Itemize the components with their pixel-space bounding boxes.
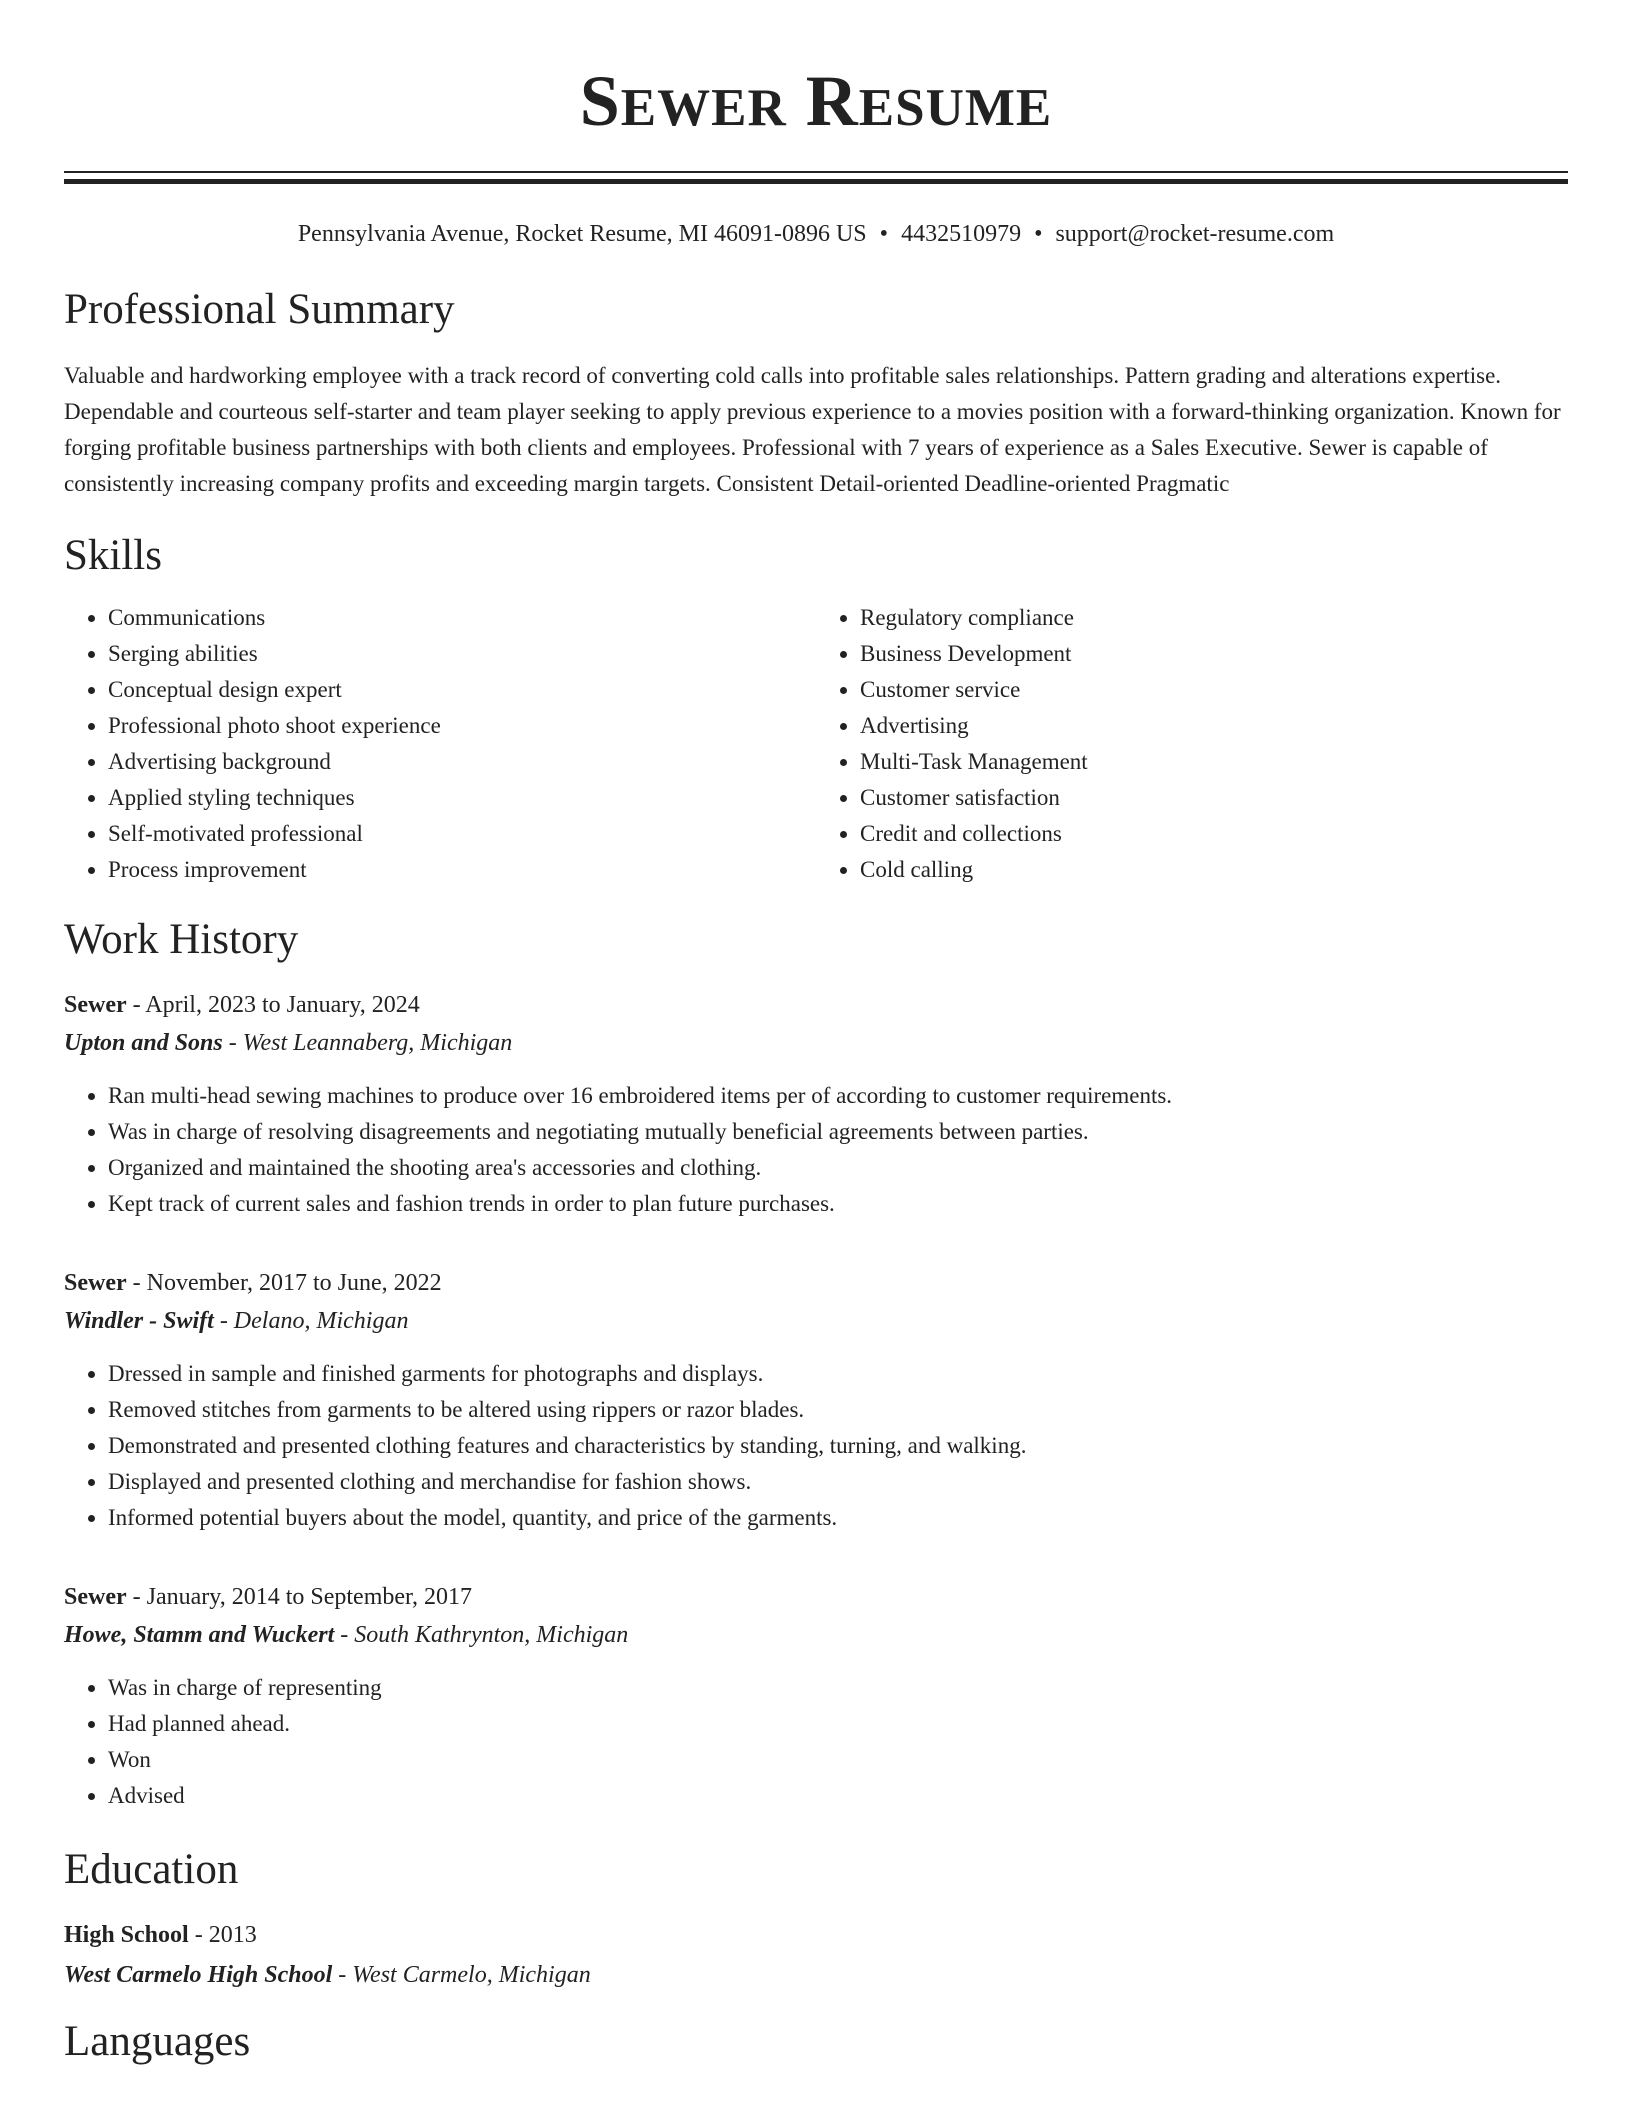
- languages-heading: Languages: [64, 2018, 251, 2065]
- education-degree: High School: [64, 1922, 189, 1948]
- job-duty: • Won: [108, 1742, 1568, 1778]
- education-heading: Education: [64, 1846, 239, 1893]
- contact-line: [64, 218, 1568, 250]
- skill-item: • Customer satisfaction: [860, 780, 1568, 816]
- job-company: Howe, Stamm and Wuckert: [64, 1622, 335, 1648]
- title-first-rest: EWER: [620, 79, 787, 137]
- skill-item: • Conceptual design expert: [108, 672, 816, 708]
- skill-item: • Multi-Task Management: [860, 744, 1568, 780]
- skills-columns: [64, 600, 1568, 888]
- contact-email: support@rocket-resume.com: [1055, 221, 1335, 247]
- work-history-heading: Work History: [64, 916, 299, 963]
- job-title: Sewer: [64, 1584, 127, 1610]
- skill-item: • Serging abilities: [108, 636, 816, 672]
- contact-separator: •: [1034, 221, 1043, 247]
- skill-item: • Business Development: [860, 636, 1568, 672]
- job-duty: • Removed stitches from garments to be altered using rippers or razor blades.: [108, 1392, 1568, 1428]
- job-duty: • Had planned ahead.: [108, 1706, 1568, 1742]
- job-duty: • Informed potential buyers about the model, quantity, and price of the garments.: [108, 1500, 1568, 1536]
- job-company: Upton and Sons: [64, 1030, 223, 1056]
- education-school: West Carmelo High School: [64, 1962, 333, 1988]
- title-second-cap: R: [805, 61, 859, 141]
- job-duties-list: [64, 1356, 1568, 1536]
- summary-text: Valuable and hardworking employee with a track record of converting cold calls into profitable sales relationships. Pattern grading and alterations expertise. Dependable and courteous self-starter and team player seeking to apply previous experience to a movies position with a forward-thinking organization. Known for forging profitable business partnerships with both clients and employees. Professional with 7 years of experience as a Sales Executive. Sewer is capable of consistently increasing company profits and exceeding margin targets. Consistent Detail-oriented Deadline-oriented Pragmatic: [64, 363, 1561, 496]
- title-second-rest: ESUME: [858, 79, 1053, 137]
- skill-item: • Process improvement: [108, 852, 816, 888]
- job-title: Sewer: [64, 1270, 127, 1296]
- skill-item: • Advertising background: [108, 744, 816, 780]
- job-duty: • Ran multi-head sewing machines to produce over 16 embroidered items per of according to customer requirements.: [108, 1078, 1568, 1114]
- education-school-line: [64, 1958, 1568, 1992]
- job-location: - Delano, Michigan: [213, 1308, 409, 1334]
- job-dates: - January, 2014 to September, 2017: [126, 1584, 473, 1610]
- title-divider: [64, 171, 1568, 184]
- job-duty: • Organized and maintained the shooting area's accessories and clothing.: [108, 1150, 1568, 1186]
- job-dates: - November, 2017 to June, 2022: [126, 1270, 442, 1296]
- skills-left-list: [64, 600, 816, 888]
- job-duty: • Was in charge of resolving disagreements and negotiating mutually beneficial agreements between parties.: [108, 1114, 1568, 1150]
- skill-item: • Customer service: [860, 672, 1568, 708]
- education-entry: [64, 1918, 1568, 1992]
- job-entry: [64, 988, 1568, 1222]
- skill-item: • Self-motivated professional: [108, 816, 816, 852]
- contact-phone: 4432510979: [901, 221, 1022, 247]
- skill-item: • Cold calling: [860, 852, 1568, 888]
- job-location: - South Kathrynton, Michigan: [334, 1622, 629, 1648]
- skill-item: • Advertising: [860, 708, 1568, 744]
- skills-heading: Skills: [64, 532, 162, 579]
- job-company: Windler - Swift: [64, 1308, 214, 1334]
- job-duties-list: [64, 1670, 1568, 1814]
- job-duty: • Demonstrated and presented clothing features and characteristics by standing, turning, and walking.: [108, 1428, 1568, 1464]
- summary-heading: Professional Summary: [64, 286, 455, 333]
- job-company-line: [64, 1026, 1568, 1060]
- skills-right-list: [816, 600, 1568, 888]
- job-title-line: [64, 1266, 1568, 1300]
- job-entry: [64, 1266, 1568, 1536]
- title-first-cap: S: [579, 61, 621, 141]
- job-title-line: [64, 988, 1568, 1022]
- education-location: - West Carmelo, Michigan: [332, 1962, 591, 1988]
- skill-item: • Communications: [108, 600, 816, 636]
- job-company-line: [64, 1618, 1568, 1652]
- divider-thick-line: [64, 179, 1568, 184]
- job-location: - West Leannaberg, Michigan: [222, 1030, 513, 1056]
- contact-address: Pennsylvania Avenue, Rocket Resume, MI 46091-0896 US: [297, 221, 867, 247]
- skill-item: • Regulatory compliance: [860, 600, 1568, 636]
- job-duty: • Advised: [108, 1778, 1568, 1814]
- job-duty: • Kept track of current sales and fashion trends in order to plan future purchases.: [108, 1186, 1568, 1222]
- education-degree-line: [64, 1918, 1568, 1952]
- job-title-line: [64, 1580, 1568, 1614]
- job-duty: • Dressed in sample and finished garments for photographs and displays.: [108, 1356, 1568, 1392]
- job-company-line: [64, 1304, 1568, 1338]
- skill-item: • Credit and collections: [860, 816, 1568, 852]
- education-year: - 2013: [188, 1922, 257, 1948]
- contact-separator: •: [879, 221, 889, 247]
- resume-title: [64, 0, 1568, 151]
- job-duties-list: [64, 1078, 1568, 1222]
- job-dates: - April, 2023 to January, 2024: [126, 992, 420, 1018]
- job-title: Sewer: [64, 992, 127, 1018]
- skill-item: • Applied styling techniques: [108, 780, 816, 816]
- job-duty: • Was in charge of representing: [108, 1670, 1568, 1706]
- skill-item: • Professional photo shoot experience: [108, 708, 816, 744]
- job-entry: [64, 1580, 1568, 1814]
- divider-thin-line: [64, 171, 1568, 173]
- job-duty: • Displayed and presented clothing and merchandise for fashion shows.: [108, 1464, 1568, 1500]
